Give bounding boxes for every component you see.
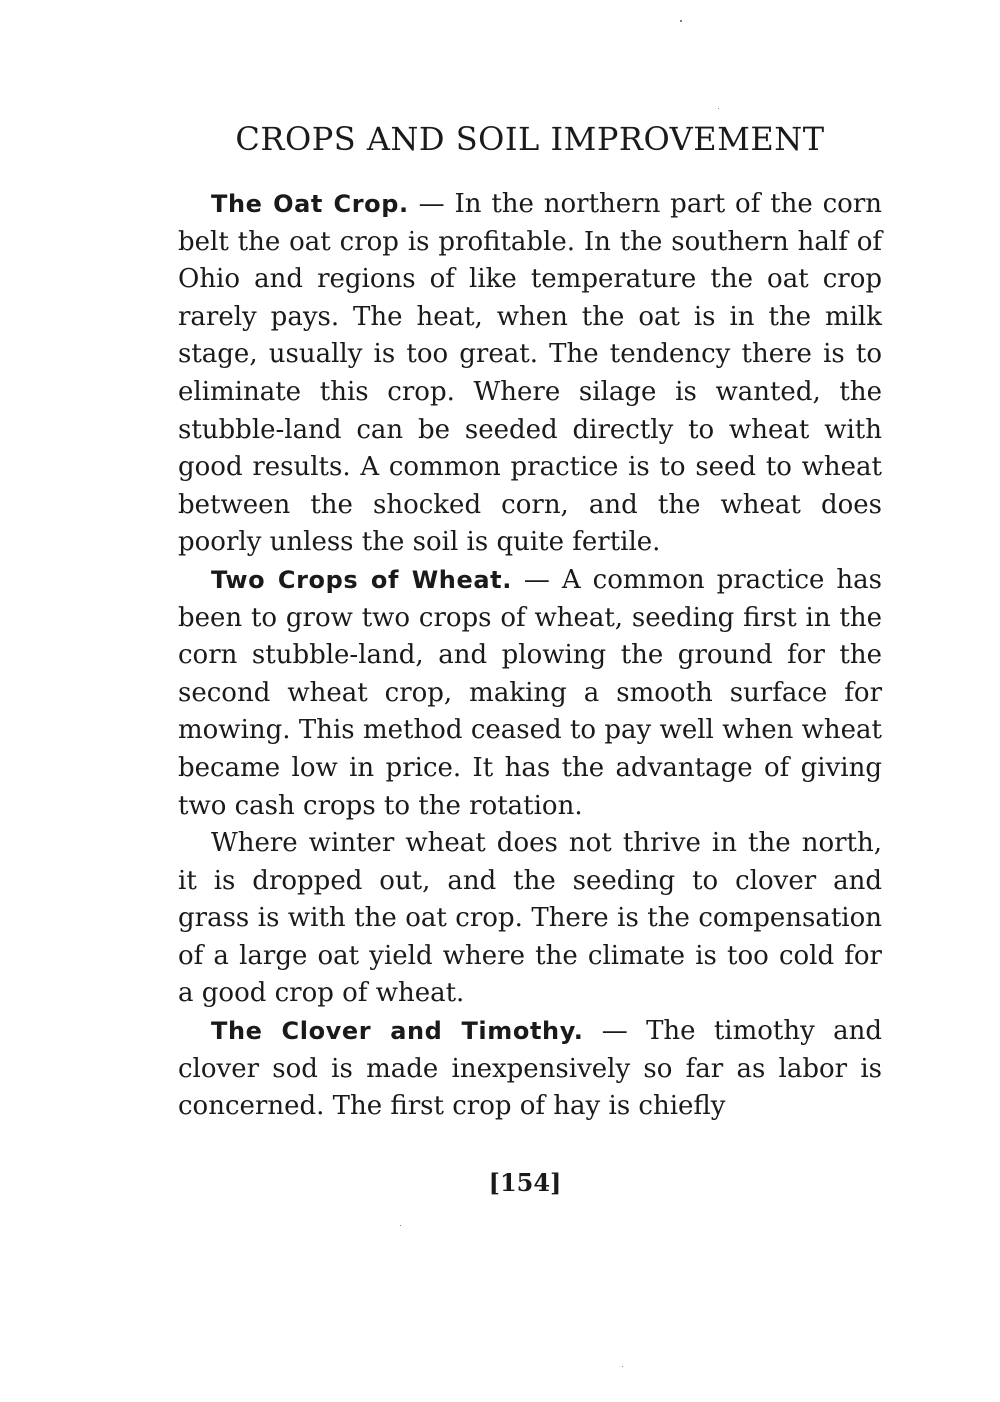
paragraph-text: Where winter wheat does not thrive in the north, it is dropped out, and the seeding to clover and grass is with the oat crop. There is the compensation of a large oat yield where the climate is too cold for a good crop of wheat. [178, 828, 882, 1009]
page-number: [154] [488, 1168, 562, 1197]
em-dash: — [511, 564, 562, 595]
scan-speck [680, 20, 682, 22]
scan-speck [400, 1225, 401, 1226]
em-dash: — [408, 189, 455, 219]
paragraph-text: A common practice has been to grow two crops of wheat, seeding first in the corn stubble-land, and plowing the ground for the second wheat crop, making a smooth surface for mowing. This method ceased to pay well when wheat became low in price. It has the advantage of giving two cash crops to the rotation. [178, 564, 882, 821]
scan-speck [622, 1366, 623, 1367]
paragraph-clover-timothy [178, 1013, 882, 1126]
section-heading: The Clover and Timothy. [211, 1017, 584, 1046]
em-dash: — [583, 1016, 647, 1047]
paragraph-two-crops-wheat [178, 562, 882, 825]
running-head: CROPS AND SOIL IMPROVEMENT [235, 120, 825, 158]
paragraph-text: The timothy and clover sod is made inexpensively so far as labor is concerned. The first crop of hay is chiefly [178, 1016, 882, 1122]
section-heading: The Oat Crop. [211, 190, 409, 218]
paragraph-winter-wheat [178, 825, 882, 1013]
paragraph-oat-crop [178, 186, 882, 562]
page-body [178, 186, 882, 1126]
scan-speck [718, 108, 719, 109]
paragraph-text: In the northern part of the corn belt the oat crop is profitable. In the southern half of Ohio and regions of like temperature the oat crop rarely pays. The heat, when the oat is in the milk stage, usually is too great. The tendency there is to eliminate this crop. Where silage is wanted, the stubble-land can be seeded directly to wheat with good results. A common practice is to seed to wheat between the shocked corn, and the wheat does poorly unless the soil is quite fertile. [178, 189, 883, 558]
section-heading: Two Crops of Wheat. [211, 565, 512, 594]
